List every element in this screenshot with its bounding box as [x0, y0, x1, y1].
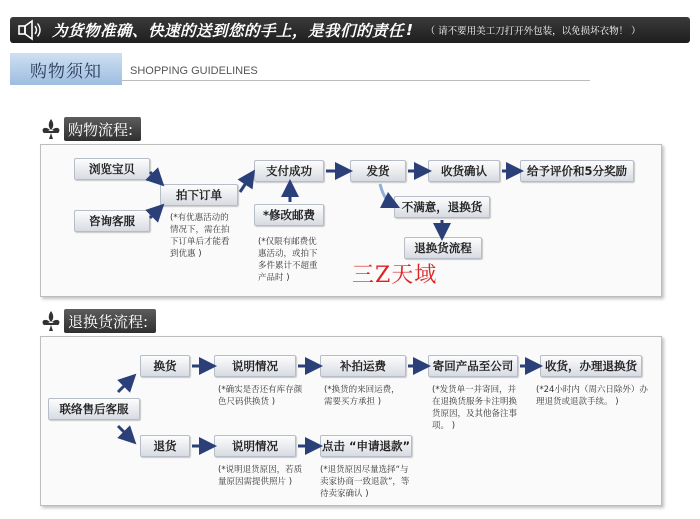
- section-title: 购物须知: [10, 53, 122, 85]
- return-flow-title: 退换货流程:: [64, 309, 156, 333]
- step-pay: 支付成功: [254, 160, 324, 182]
- send-back-note: (*发货单一并寄回，并在退换货服务卡注明换货原因，及其他备注事项。 ): [432, 385, 518, 431]
- step-modify-postage: *修改邮费: [254, 204, 324, 226]
- step-unsatisfied: 不满意，退换货: [394, 196, 490, 218]
- step-consult: 咨询客服: [74, 210, 150, 232]
- step-apply-refund: 点击 “申请退款”: [320, 435, 412, 457]
- order-note: (*有优惠活动的情况下，需在拍下订单后才能看到优惠 ): [170, 213, 230, 259]
- step-receive: 收货确认: [428, 160, 500, 182]
- step-pay-shipping: 补拍运费: [320, 355, 406, 377]
- step-contact-service: 联络售后客服: [48, 398, 140, 420]
- step-exchange: 换货: [140, 355, 190, 377]
- banner-exclamation: !: [406, 21, 414, 39]
- explain-exchange-note: (*确实是否还有库存颜色尺码供换货 ): [218, 385, 303, 407]
- step-refund: 退货: [140, 435, 190, 457]
- step-explain-exchange: 说明情况: [214, 355, 296, 377]
- step-order: 拍下订单: [160, 184, 238, 206]
- section-subtitle: SHOPPING GUIDELINES: [130, 65, 258, 77]
- modify-note: (*仅限有邮费优惠活动，或拍下多件累计不超重产品时 ): [258, 237, 318, 283]
- step-return-flow: 退换货流程: [404, 237, 482, 259]
- step-review: 给予评价和5分奖励: [520, 160, 634, 182]
- process-return-note: (*24小时内（周六日除外）办理退货或退款手续。 ): [536, 385, 648, 407]
- step-send-back: 寄回产品至公司: [428, 355, 518, 377]
- watermark-text: 三Z天域: [352, 263, 438, 288]
- explain-refund-note: (*说明退货原因，若质量原因需提供照片 ): [218, 465, 303, 487]
- shopping-flow-title: 购物流程:: [64, 117, 141, 141]
- step-browse: 浏览宝贝: [74, 158, 150, 180]
- apply-refund-note: (*退货原因尽量选择“与卖家协商一致退款”，等待卖家确认 ): [320, 465, 410, 499]
- step-ship: 发货: [350, 160, 406, 182]
- step-process-return: 收货，办理退换货: [540, 355, 642, 377]
- banner-slogan: 为货物准确、快速的送到您的手上，是我们的责任: [52, 22, 405, 40]
- banner-note: （ 请不要用美工刀打开外包装，以免损坏衣物！ ）: [425, 26, 641, 37]
- pay-shipping-note: (*换货的来回运费，需要买方承担 ): [324, 385, 400, 407]
- step-explain-refund: 说明情况: [214, 435, 296, 457]
